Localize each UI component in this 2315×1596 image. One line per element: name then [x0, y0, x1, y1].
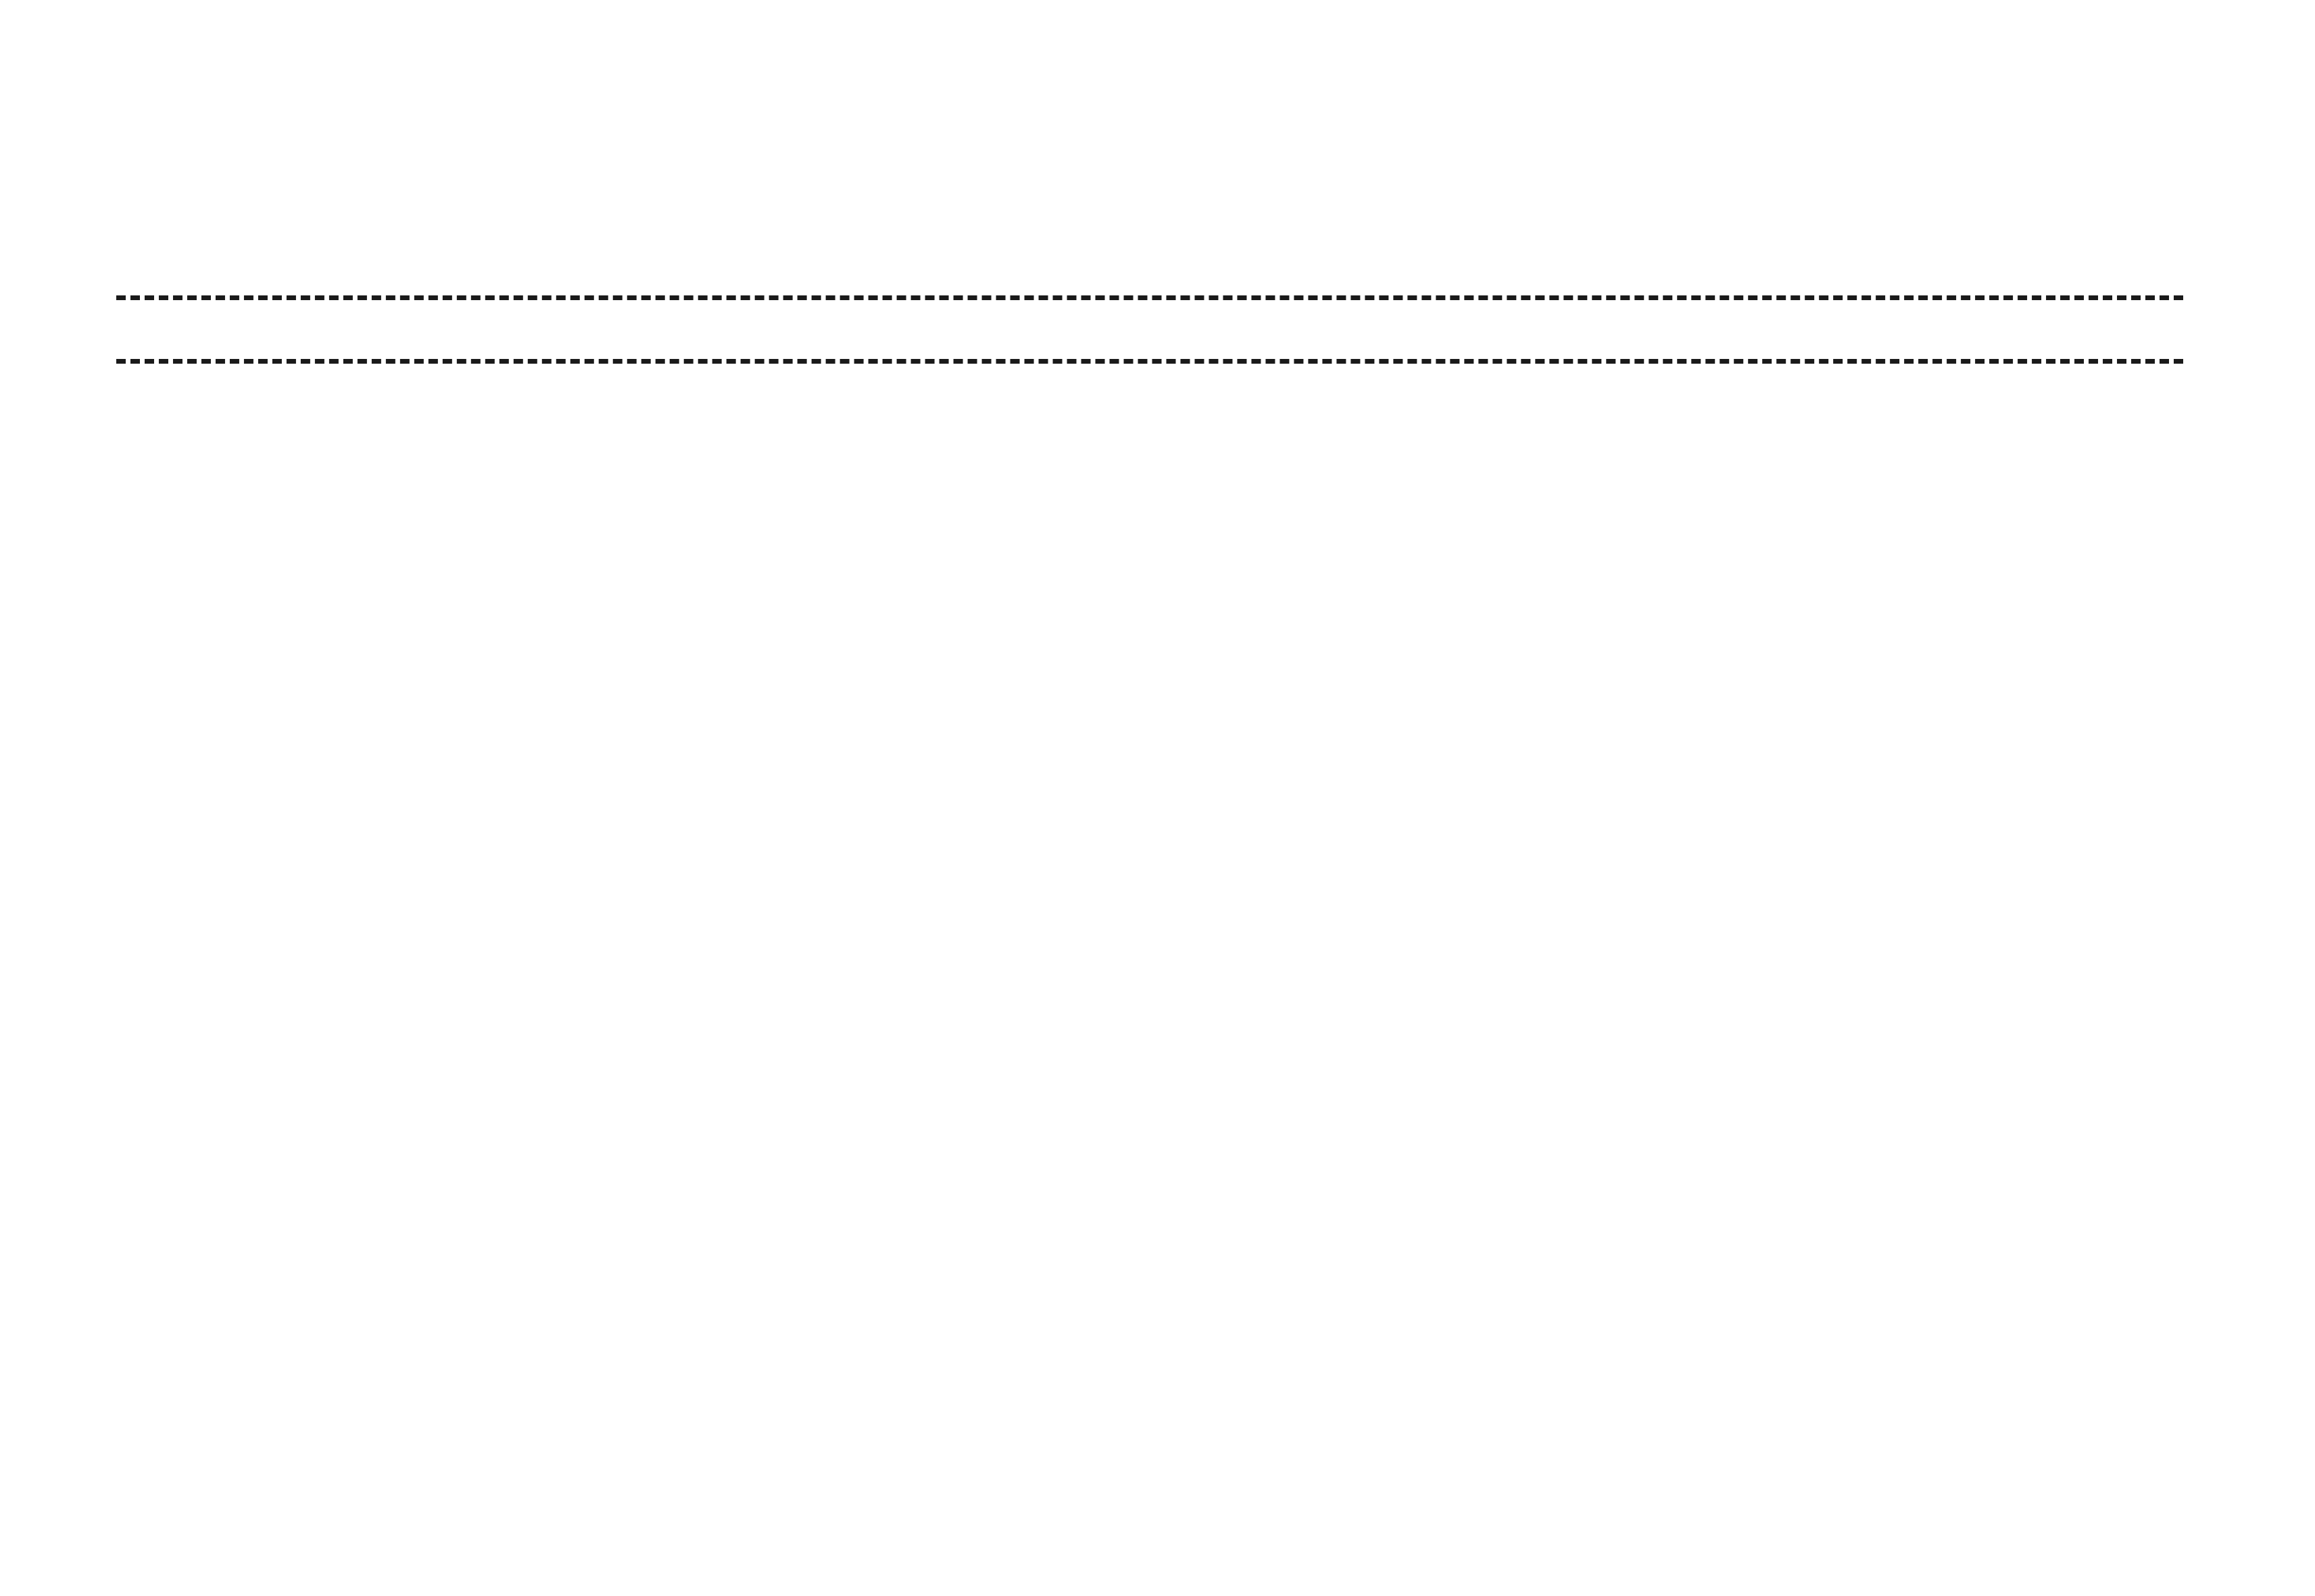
header-top-rule [116, 295, 2183, 300]
header-bottom-rule [116, 359, 2183, 364]
